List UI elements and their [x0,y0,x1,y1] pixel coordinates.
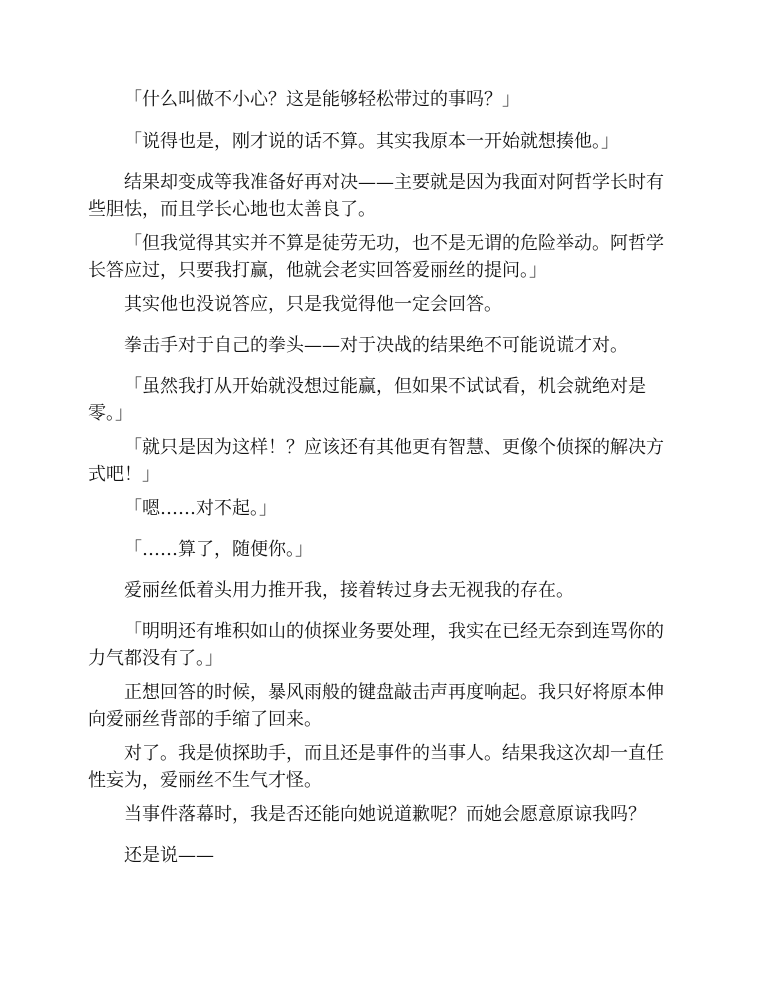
paragraph-1: 「什么叫做不小心？这是能够轻松带过的事吗？」 [124,89,520,110]
paragraph-4: 「但我觉得其实并不算是徒劳无功，也不是无谓的危险举动。阿哲学长答应过，只要我打赢，他就会老实回答爱丽丝的提问。」 [88,233,664,281]
paragraph-7: 「虽然我打从开始就没想过能赢，但如果不试试看，机会就绝对是零。」 [88,376,646,424]
paragraph-11: 爱丽丝低着头用力推开我，接着转过身去无视我的存在。 [124,580,574,601]
paragraph-13: 正想回答的时候，暴风雨般的键盘敲击声再度响起。我只好将原本伸向爱丽丝背部的手缩了回来。 [88,682,664,730]
paragraph-9: 「嗯……对不起。」 [124,498,277,519]
paragraph-15: 当事件落幕时，我是否还能向她说道歉呢？而她会愿意原谅我吗？ [124,804,646,825]
paragraph-3: 结果却变成等我准备好再对决——主要就是因为我面对阿哲学长时有些胆怯，而且学长心地也太善良了。 [88,172,664,220]
paragraph-14: 对了。我是侦探助手，而且还是事件的当事人。结果我这次却一直任性妄为，爱丽丝不生气才怪。 [88,743,664,791]
paragraph-8: 「就只是因为这样！？应该还有其他更有智慧、更像个侦探的解决方式吧！」 [88,437,664,485]
paragraph-2: 「说得也是，刚才说的话不算。其实我原本一开始就想揍他。」 [124,131,619,152]
paragraph-16: 还是说—— [124,845,214,866]
paragraph-12: 「明明还有堆积如山的侦探业务要处理，我实在已经无奈到连骂你的力气都没有了。」 [88,621,664,669]
paragraph-10: 「……算了，随便你。」 [124,539,313,560]
paragraph-6: 拳击手对于自己的拳头——对于决战的结果绝不可能说谎才对。 [124,335,628,356]
paragraph-5: 其实他也没说答应，只是我觉得他一定会回答。 [124,294,502,315]
